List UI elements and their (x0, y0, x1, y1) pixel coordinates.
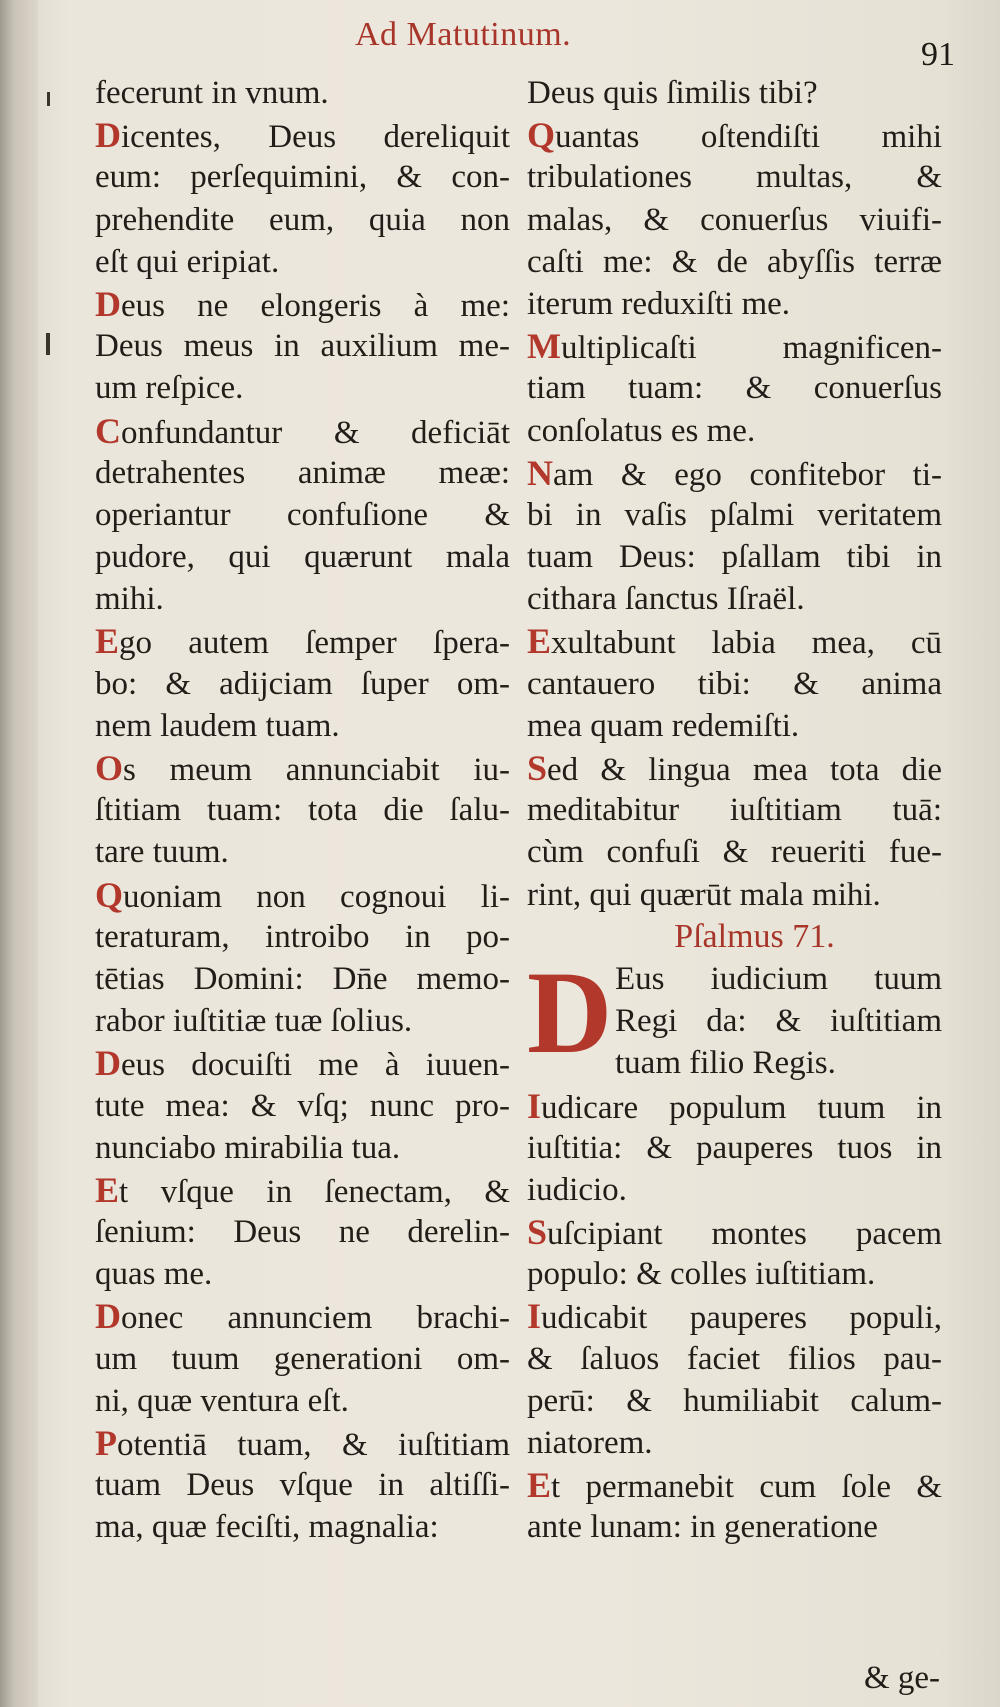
text-line (95, 1338, 510, 1380)
text-line (527, 1506, 942, 1548)
verse-start-line (95, 747, 510, 789)
text-line (527, 241, 942, 283)
text-line (95, 663, 510, 705)
rubricated-initial: N (527, 452, 553, 493)
text-line (95, 789, 510, 831)
line-text: rabor iuſtitiæ tuæ ſolius. (95, 1003, 413, 1040)
line-text: nem laudem tuam. (95, 707, 340, 744)
rubricated-initial: E (95, 621, 120, 662)
text-line (95, 199, 510, 241)
right-column-psalm-71-verses (527, 1085, 942, 1549)
line-text: Deus quis ſimilis tibi? (527, 75, 818, 111)
line-text: um tuum generationi om- (95, 1340, 510, 1377)
text-line (527, 874, 942, 916)
line-text: cithara ſanctus Iſraël. (527, 581, 805, 618)
rubricated-initial: M (527, 326, 561, 367)
line-text: cantauero tibi: & anima (527, 665, 942, 702)
line-text: um reſpice. (95, 370, 244, 407)
verse-start-line (95, 410, 510, 452)
line-text: tute mea: & vſq; nunc pro- (95, 1087, 510, 1124)
text-line (527, 578, 942, 620)
text-line (527, 663, 942, 705)
verse-start-line (527, 747, 942, 789)
line-text: onec annunciem brachi- (121, 1300, 510, 1337)
line-text: eſt qui eripiat. (95, 243, 280, 280)
psalm-71-opening (527, 946, 942, 1085)
rubricated-initial: D (95, 1043, 121, 1084)
text-line (527, 1338, 942, 1380)
psalm-title: Pſalmus 71. (674, 917, 835, 955)
left-column (95, 72, 510, 1549)
rubricated-initial: O (95, 748, 124, 788)
text-line (95, 1253, 510, 1295)
verse-start-line (527, 452, 942, 494)
verse-start-line (95, 114, 510, 156)
line-text: tiam tuam: & conuerſus (527, 370, 942, 407)
line-text: ni, quæ ventura eſt. (95, 1382, 349, 1419)
line-text: perū: & humiliabit calum- (527, 1382, 942, 1419)
line-text: rint, qui quærūt mala mihi. (527, 876, 881, 913)
line-text: eus docuiſti me à iuuen- (121, 1047, 510, 1084)
text-line (95, 578, 510, 620)
text-line (527, 367, 942, 409)
rubricated-initial: E (527, 1465, 552, 1506)
verse-start-line (95, 1042, 510, 1084)
line-text: iuſtitia: & pauperes tuos in (527, 1129, 942, 1166)
line-text: ed & lingua mea tota die (547, 752, 942, 788)
line-text: detrahentes animæ meæ: (95, 454, 510, 491)
line-text: caſti me: & de abyſſis terræ (527, 243, 942, 280)
text-line (95, 367, 510, 409)
rubricated-initial: Q (95, 874, 124, 915)
line-text: s meum annunciabit iu- (123, 752, 510, 788)
rubricated-initial: E (527, 621, 552, 662)
line-text: tuam Deus vſque in altiſſi- (95, 1467, 510, 1504)
text-line (527, 1422, 942, 1464)
verse-start-line (527, 1211, 942, 1253)
text-line (95, 536, 510, 578)
text-line (527, 494, 942, 536)
rubricated-initial: I (527, 1296, 542, 1337)
text-line (95, 1085, 510, 1127)
line-text: bi in vaſis pſalmi veritatem (527, 496, 942, 533)
dropcap-line: tuam filio Regis. (615, 1045, 836, 1082)
line-text: uoniam non cognoui li- (123, 878, 510, 915)
line-text: t permanebit cum ſole & (551, 1469, 942, 1506)
text-line (527, 1380, 942, 1422)
verse-start-line (95, 283, 510, 325)
text-line (95, 1464, 510, 1506)
line-text: ma, quæ feciſti, magnalia: (95, 1509, 439, 1546)
text-line (95, 325, 510, 367)
line-text: tuam Deus: pſallam tibi in (527, 539, 942, 576)
text-line (95, 916, 510, 958)
line-text: mihi. (95, 581, 164, 618)
line-text: iudicio. (527, 1171, 627, 1208)
rubricated-initial: I (527, 1085, 542, 1126)
rubricated-initial: Q (527, 115, 556, 156)
line-text: operiantur confuſione & (95, 496, 510, 533)
line-text: quas me. (95, 1256, 213, 1293)
line-text: fecerunt in vnum. (95, 75, 329, 111)
line-text: xultabunt labia mea, cū (551, 625, 942, 662)
rubricated-initial: D (95, 283, 121, 324)
text-line (527, 199, 942, 241)
line-text: udicabit pauperes populi, (541, 1300, 942, 1337)
line-text: ſenium: Deus ne derelin- (95, 1214, 510, 1251)
line-text: populo: & colles iuſtitiam. (527, 1256, 876, 1293)
line-text: am & ego confitebor ti- (553, 456, 942, 493)
text-line (95, 72, 510, 114)
text-line (95, 452, 510, 494)
verse-start-line (527, 114, 942, 156)
verse-start-line (527, 1085, 942, 1127)
right-column (527, 72, 942, 1549)
line-text: & ſaluos faciet filios pau- (527, 1340, 942, 1377)
right-column-psalm-70-end (527, 72, 942, 916)
text-line (527, 789, 942, 831)
verse-start-line (527, 1464, 942, 1506)
text-line (527, 1169, 942, 1211)
text-line (527, 156, 942, 198)
text-line (95, 241, 510, 283)
text-line (527, 705, 942, 747)
line-text: meditabitur iuſtitiam tuā: (527, 792, 942, 829)
verse-start-line (95, 1169, 510, 1211)
rubricated-initial: D (95, 115, 121, 156)
text-line (95, 958, 510, 1000)
line-text: bo: & adijciam ſuper om- (95, 665, 510, 702)
text-line (95, 1127, 510, 1169)
line-text: malas, & conuerſus viuifi- (527, 201, 942, 238)
line-text: ſtitiam tuam: tota die ſalu- (95, 792, 510, 829)
line-text: Deus meus in auxilium me- (95, 328, 510, 365)
verse-start-line (527, 325, 942, 367)
text-line (527, 536, 942, 578)
line-text: niatorem. (527, 1425, 653, 1462)
line-text: pudore, qui quærunt mala (95, 539, 510, 576)
line-text: onfundantur & deficiāt (121, 414, 510, 451)
rubricated-initial: D (95, 1296, 121, 1337)
line-text: ante lunam: in generatione (527, 1509, 878, 1546)
gutter-mark-middle (46, 333, 50, 355)
text-line (95, 156, 510, 198)
text-line (95, 494, 510, 536)
text-line (95, 1211, 510, 1253)
page-number: 91 (921, 36, 955, 73)
text-line (527, 1253, 942, 1295)
line-text: tētias Domini: Dn̄e memo- (95, 960, 510, 997)
text-line (95, 1380, 510, 1422)
text-line (527, 831, 942, 873)
text-line (95, 1506, 510, 1548)
verse-start-line (95, 620, 510, 662)
rubricated-initial: E (95, 1169, 120, 1210)
line-text: t vſque in ſenectam, & (119, 1173, 510, 1210)
rubricated-initial: C (95, 410, 121, 451)
line-text: eus ne elongeris à me: (121, 287, 510, 324)
line-text: ultiplicaſti magnificen- (560, 330, 942, 367)
verse-start-line (95, 1295, 510, 1337)
line-text: teraturam, introibo in po- (95, 918, 510, 955)
line-text: eum: perſequimini, & con- (95, 159, 510, 196)
line-text: uſcipiant montes pacem (547, 1216, 942, 1253)
line-text: iterum reduxiſti me. (527, 285, 791, 322)
binding-gutter (0, 0, 38, 1707)
line-text: tare tuum. (95, 834, 229, 871)
rubricated-initial: P (95, 1423, 117, 1463)
line-text: conſolatus es me. (527, 412, 756, 449)
dropcap-line: Eus iudicium tuum (615, 960, 942, 997)
line-text: mea quam redemiſti. (527, 707, 800, 744)
verse-start-line (527, 620, 942, 662)
verse-start-line (527, 1295, 942, 1337)
line-text: cùm confuſi & reueriti fue- (527, 834, 942, 871)
verse-start-line (95, 1422, 510, 1464)
text-line (95, 1000, 510, 1042)
catchword: & ge- (863, 1660, 940, 1696)
dropcap-line: Regi da: & iuſtitiam (615, 1003, 942, 1040)
rubricated-initial: S (527, 1212, 548, 1253)
line-text: prehendite eum, quia non (95, 201, 510, 238)
text-line (527, 410, 942, 452)
line-text: icentes, Deus dereliquit (121, 119, 510, 156)
text-line (527, 1127, 942, 1169)
line-text: uantas oſtendiſti mihi (555, 119, 942, 156)
text-line (527, 283, 942, 325)
line-text: nunciabo mirabilia tua. (95, 1129, 401, 1166)
line-text: tribulationes multas, & (527, 159, 942, 196)
verse-start-line (95, 874, 510, 916)
rubricated-initial: S (527, 748, 548, 788)
line-text: otentiā tuam, & iuſtitiam (117, 1427, 510, 1463)
text-line (95, 831, 510, 873)
text-line (527, 72, 942, 114)
line-text: go autem ſemper ſpera- (119, 625, 510, 662)
line-text: udicare populum tuum in (541, 1089, 942, 1126)
text-line (95, 705, 510, 747)
gutter-mark-top (47, 92, 50, 106)
drop-cap-initial: D (527, 946, 613, 1078)
running-head: Ad Matutinum. (355, 16, 572, 53)
